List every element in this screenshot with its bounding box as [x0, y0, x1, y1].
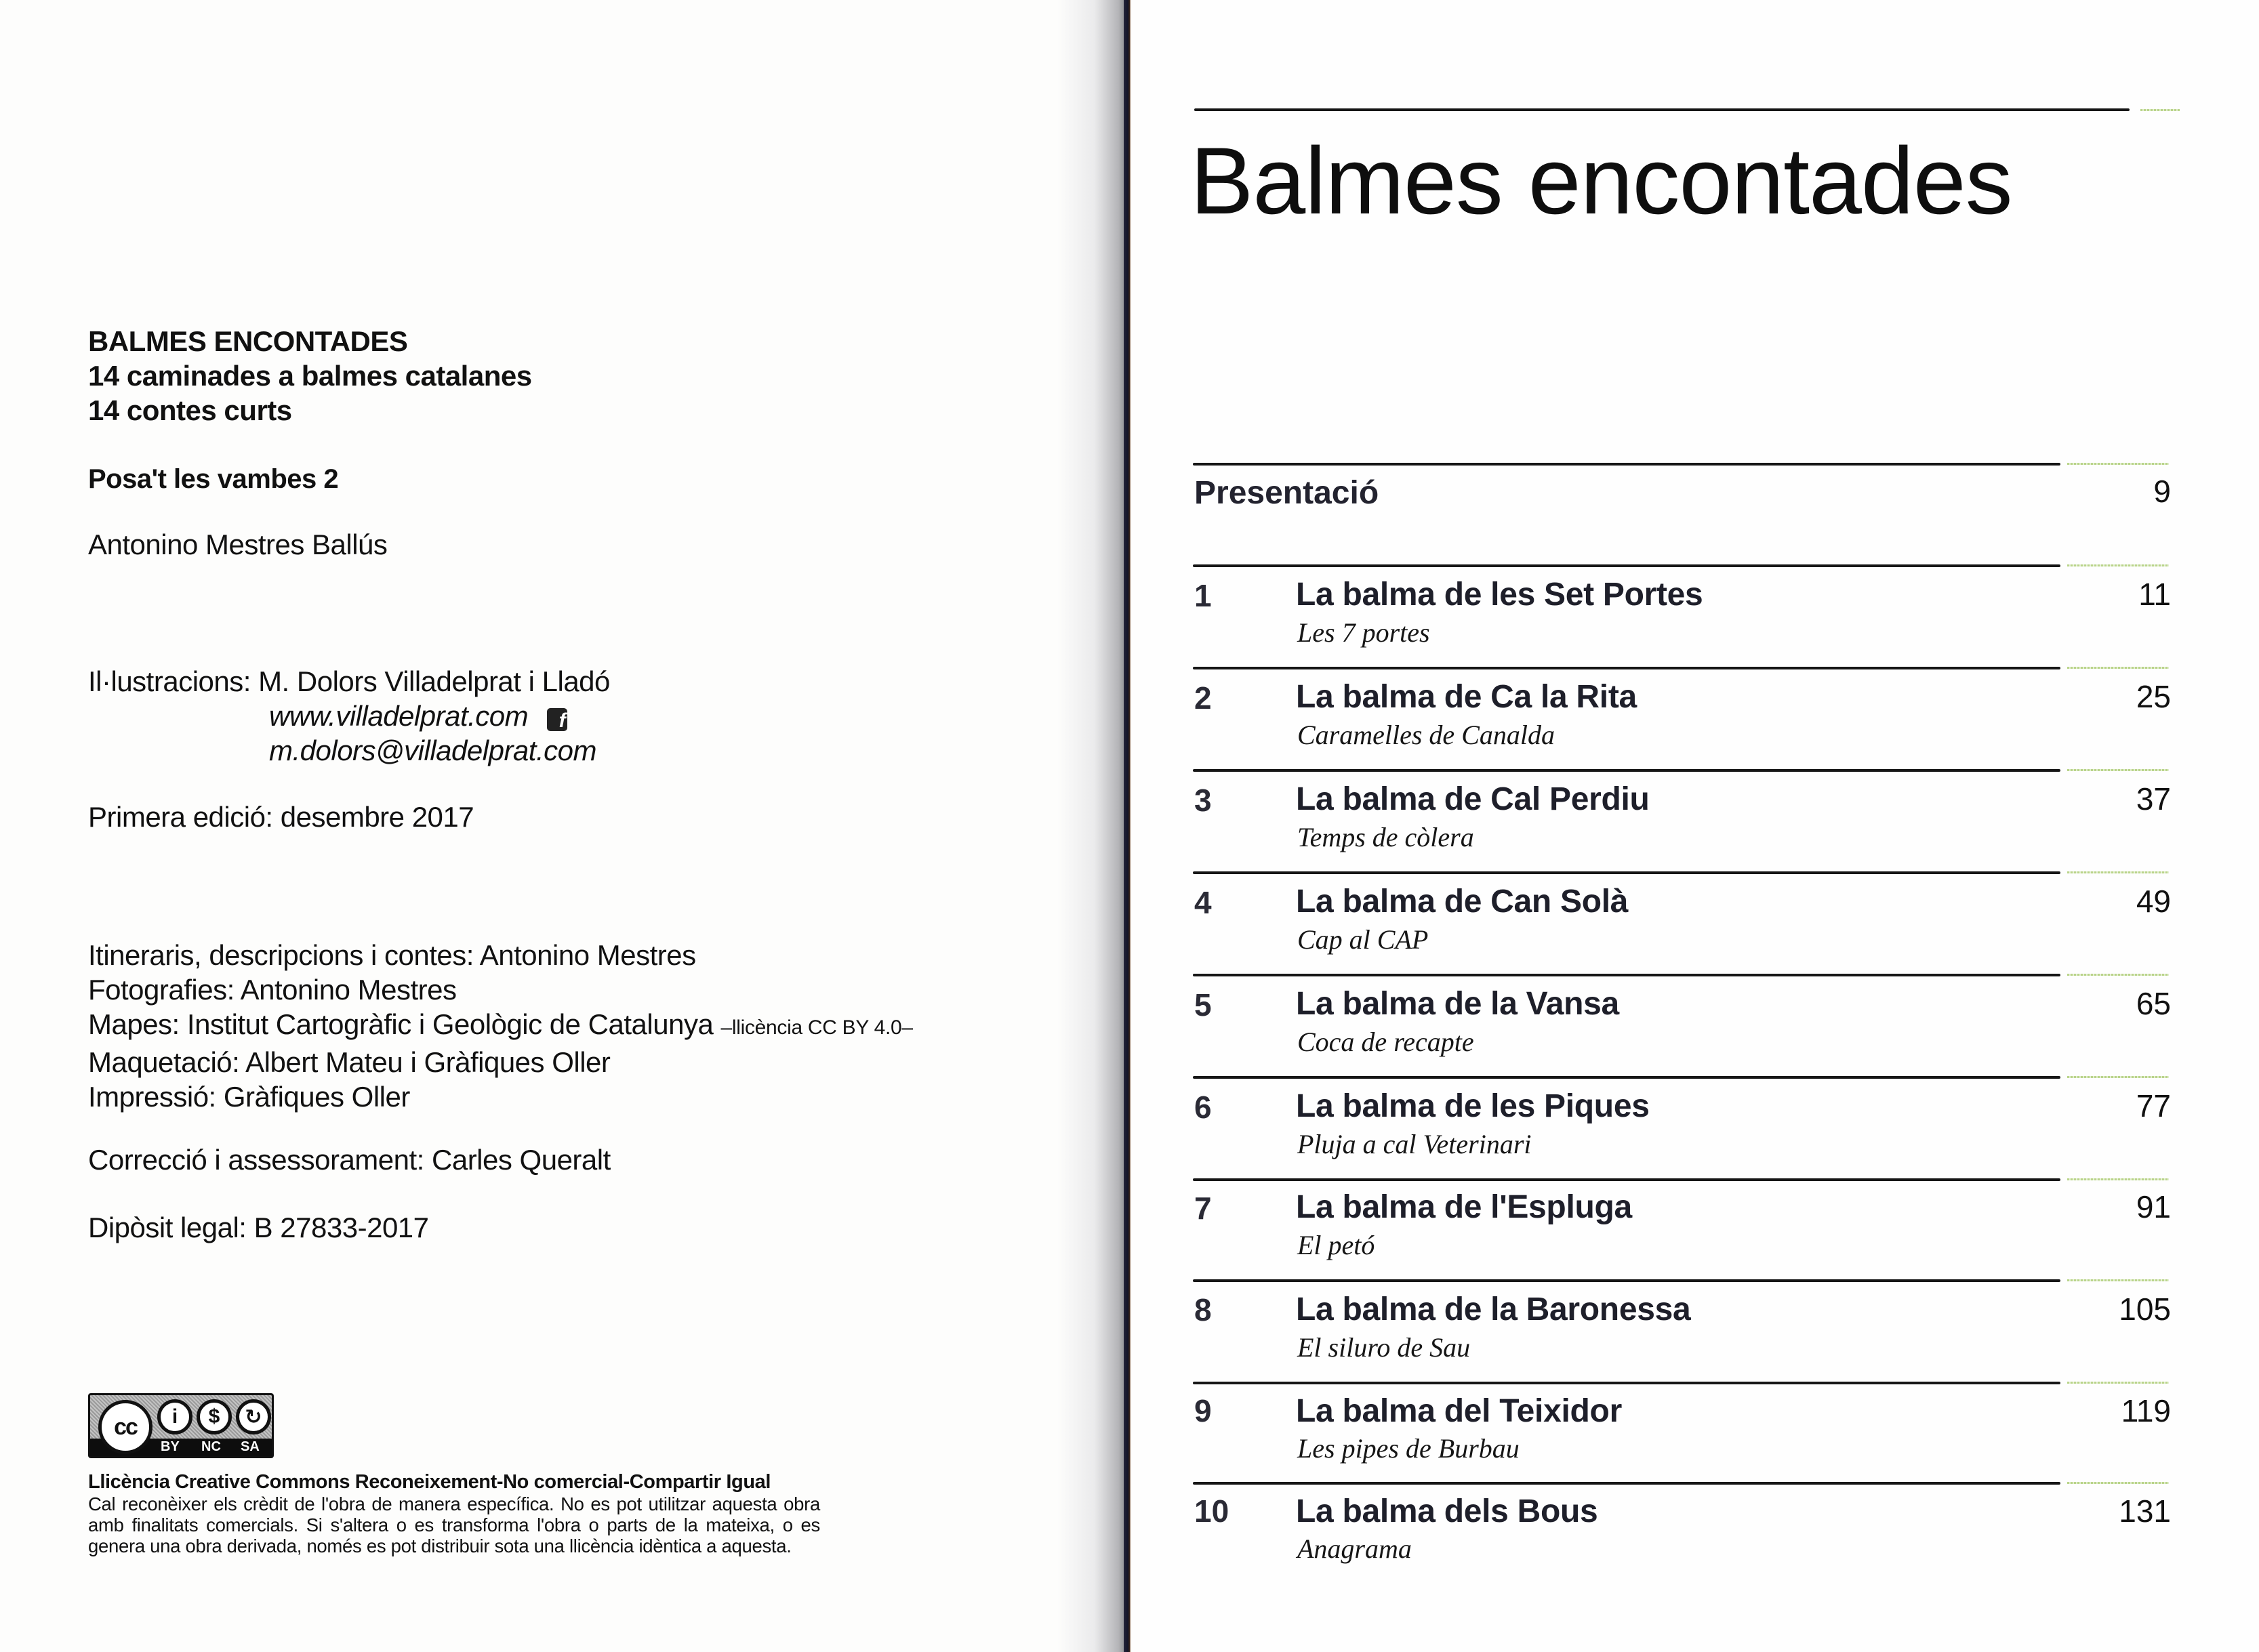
toc-entry-page: 65: [2136, 986, 2171, 1021]
toc-entry-title[interactable]: La balma de Ca la Rita: [1296, 679, 1637, 715]
credit-photos: Fotografies: Antonino Mestres: [88, 974, 457, 1006]
toc-presentation-page: 9: [2153, 474, 2171, 509]
proofreading-block: [88, 1142, 611, 1177]
attribution-icon: i: [157, 1399, 192, 1434]
toc-entry-story: Les 7 portes: [1297, 617, 1430, 648]
toc-entry-number: 7: [1194, 1191, 1212, 1226]
noncommercial-icon: $: [197, 1399, 232, 1434]
toc-entry-story: Cap al CAP: [1297, 924, 1429, 955]
author-block: [88, 527, 387, 562]
toc-rule: [1193, 871, 2060, 874]
toc-entry-page: 105: [2119, 1292, 2171, 1327]
toc-rule: [1193, 769, 2060, 772]
toc-rule: [1193, 1279, 2060, 1282]
book-spine: [1124, 0, 1131, 1652]
credit-printing: Impressió: Gràfiques Oller: [88, 1081, 410, 1113]
toc-entry-number: 3: [1194, 783, 1212, 818]
toc-entry-number: 1: [1194, 578, 1212, 613]
creative-commons-badge: [88, 1393, 274, 1458]
subtitle-walks: 14 caminades a balmes catalanes: [88, 360, 532, 392]
toc-accent-dots: [2067, 1178, 2169, 1180]
illustrator-email-link[interactable]: m.dolors@villadelprat.com: [269, 735, 596, 766]
toc-rule: [1193, 1482, 2060, 1485]
author-name: Antonino Mestres Ballús: [88, 529, 388, 560]
toc-accent-dots: [2067, 1076, 2169, 1078]
legal-block: [88, 1210, 429, 1245]
toc-rule: [1193, 1076, 2060, 1079]
series-name: Posa't les vambes 2: [88, 464, 339, 494]
right-page-contents: [1125, 0, 2259, 1652]
toc-entry-number: 8: [1194, 1292, 1212, 1327]
toc-entry-page: 119: [2121, 1393, 2171, 1428]
toc-entry-story: Anagrama: [1297, 1533, 1412, 1564]
toc-presentation-link[interactable]: Presentació: [1194, 475, 1379, 511]
cc-nc-label: NC: [201, 1439, 221, 1454]
maps-license-note: –llicència CC BY 4.0–: [720, 1016, 913, 1039]
toc-accent-dots: [2067, 1382, 2169, 1384]
toc-entry-story: Temps de còlera: [1297, 822, 1474, 852]
proofreading-credit: Correcció i assessorament: Carles Queralt: [88, 1144, 611, 1176]
toc-entry-title[interactable]: La balma de Cal Perdiu: [1296, 781, 1650, 817]
toc-entry-title[interactable]: La balma de la Vansa: [1296, 986, 1619, 1022]
toc-entry-story: Caramelles de Canalda: [1297, 720, 1555, 750]
illustrator-website-link[interactable]: www.villadelprat.com: [269, 700, 529, 732]
legal-deposit: Dipòsit legal: B 27833-2017: [88, 1212, 429, 1243]
toc-rule: [1193, 667, 2060, 669]
toc-accent-dots: [2067, 974, 2169, 976]
toc-rule: [1193, 1178, 2060, 1181]
toc-entry-title[interactable]: La balma de les Piques: [1296, 1088, 1650, 1124]
toc-accent-dots: [2067, 769, 2169, 771]
toc-entry-title[interactable]: La balma de la Baronessa: [1296, 1292, 1691, 1327]
toc-entry-title[interactable]: La balma dels Bous: [1296, 1493, 1598, 1529]
title-block: [88, 324, 532, 428]
toc-entry-page: 11: [2138, 577, 2171, 612]
toc-entry-page: 25: [2136, 679, 2171, 714]
toc-entry-number: 2: [1194, 680, 1212, 716]
toc-rule: [1193, 463, 2060, 466]
toc-entry-number: 10: [1194, 1493, 1229, 1529]
toc-rule: [1193, 974, 2060, 976]
gutter-shadow: [1057, 0, 1125, 1652]
toc-entry-story: Coca de recapte: [1297, 1027, 1474, 1057]
toc-entry-page: 91: [2136, 1189, 2171, 1224]
title-rule: [1194, 108, 2130, 111]
edition-date: Primera edició: desembre 2017: [88, 801, 474, 833]
toc-accent-dots: [2067, 871, 2169, 873]
toc-entry-page: 49: [2136, 884, 2171, 919]
toc-accent-dots: [2067, 667, 2169, 669]
toc-entry-story: Pluja a cal Veterinari: [1297, 1129, 1532, 1159]
illustrator-website-row: [88, 699, 610, 733]
toc-entry-title[interactable]: La balma de Can Solà: [1296, 884, 1629, 920]
cc-sa-label: SA: [241, 1439, 260, 1454]
license-block: [88, 1470, 820, 1556]
license-text: Cal reconèixer els crèdit de l'obra de manera específica. No es pot utilitzar aquesta obra amb finalitats comercials. Si s'altera o es transforma l'obra o parts de la mateixa, o es genera una obra derivada, només es pot distribuir sota una llicència idèntica a aquesta.: [88, 1493, 820, 1556]
page-title: Balmes encontades: [1190, 127, 2012, 234]
toc-entry-title[interactable]: La balma de les Set Portes: [1296, 577, 1703, 613]
toc-entry-page: 77: [2136, 1088, 2171, 1123]
toc-entry-number: 4: [1194, 885, 1212, 920]
toc-entry-number: 9: [1194, 1393, 1212, 1428]
toc-entry-title[interactable]: La balma de l'Espluga: [1296, 1189, 1632, 1225]
illustrations-block: [88, 664, 610, 768]
cc-by-label: BY: [161, 1439, 180, 1454]
toc-rule: [1193, 564, 2060, 567]
title-accent-dots: [2140, 109, 2180, 111]
license-title: Llicència Creative Commons Reconeixement-No comercial-Compartir Igual: [88, 1471, 771, 1493]
subtitle-stories: 14 contes curts: [88, 394, 292, 426]
toc-rule: [1193, 1382, 2060, 1384]
toc-entry-number: 6: [1194, 1090, 1212, 1125]
toc-accent-dots: [2067, 463, 2169, 465]
toc-entry-story: El siluro de Sau: [1297, 1332, 1471, 1363]
toc-entry-title[interactable]: La balma del Teixidor: [1296, 1393, 1622, 1429]
toc-entry-page: 37: [2136, 781, 2171, 817]
toc-accent-dots: [2067, 564, 2169, 566]
credit-layout: Maquetació: Albert Mateu i Gràfiques Oller: [88, 1046, 611, 1078]
cc-logo-icon: cc: [98, 1400, 152, 1454]
toc-accent-dots: [2067, 1279, 2169, 1281]
toc-accent-dots: [2067, 1482, 2169, 1484]
credit-itineraries: Itineraris, descripcions i contes: Antonino Mestres: [88, 939, 696, 971]
toc-entry-number: 5: [1194, 987, 1212, 1023]
sharealike-icon: ↻: [236, 1399, 271, 1434]
book-title-caps: BALMES ENCONTADES: [88, 325, 408, 357]
toc-entry-story: El petó: [1297, 1230, 1375, 1260]
credit-maps-row: [88, 1007, 913, 1045]
facebook-icon[interactable]: f: [547, 708, 567, 731]
credits-list: [88, 938, 913, 1114]
credit-maps: Mapes: Institut Cartogràfic i Geològic de Catalunya: [88, 1008, 714, 1040]
toc-entry-page: 131: [2119, 1493, 2171, 1529]
illustrations-credit: Il·lustracions: M. Dolors Villadelprat i Lladó: [88, 665, 610, 697]
edition-block: [88, 800, 474, 834]
series-block: [88, 462, 338, 497]
toc-entry-story: Les pipes de Burbau: [1297, 1433, 1520, 1464]
